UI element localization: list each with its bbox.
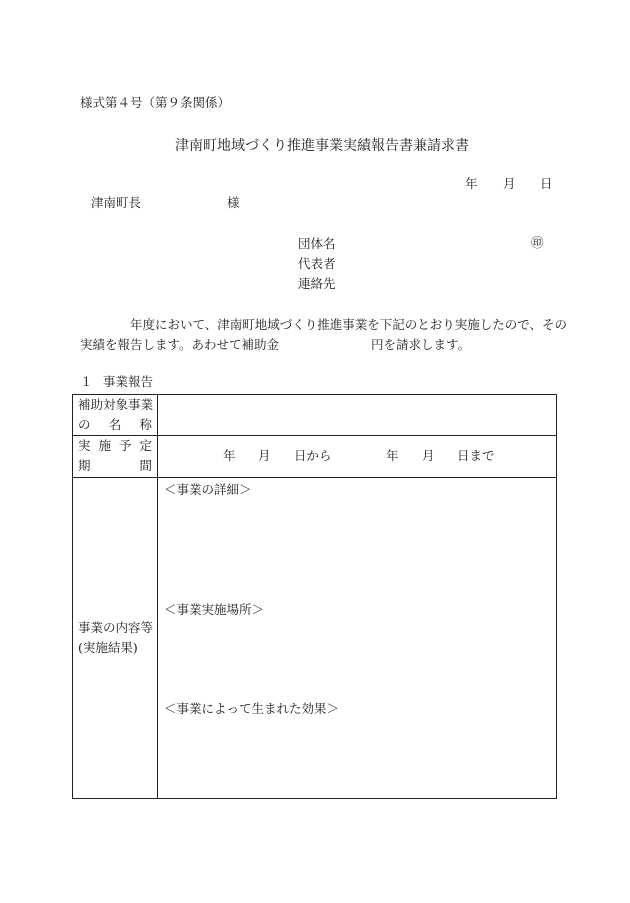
label-char: 名 xyxy=(108,417,122,432)
section-title: 事業報告 xyxy=(103,374,154,389)
contact-label: 連絡先 xyxy=(298,276,336,291)
label-char: 象 xyxy=(115,397,129,412)
document-title: 津南町地域づくり推進事業実績報告書兼請求書 xyxy=(175,138,469,154)
label-char: 実 xyxy=(78,438,91,453)
content-label-line-1: 事業の内容等 xyxy=(78,620,154,635)
effect-heading: ＜事業によって生まれた効果＞ xyxy=(164,701,340,716)
project-name-label-cell xyxy=(73,395,158,436)
label-char: 期 xyxy=(78,458,91,473)
body-line-2a: 実績を報告します。あわせて補助金 xyxy=(80,337,280,352)
period-label-cell xyxy=(73,436,158,478)
period-to-day: 日まで xyxy=(457,448,495,463)
period-from-year: 年 xyxy=(223,448,236,463)
period-to-year: 年 xyxy=(386,448,399,463)
label-char: 施 xyxy=(98,438,111,453)
form-number: 様式第４号（第９条関係） xyxy=(80,95,231,110)
location-heading: ＜事業実施場所＞ xyxy=(164,602,265,617)
date-year-label: 年 xyxy=(465,176,478,191)
table-row-period xyxy=(73,436,557,478)
project-name-value-cell[interactable] xyxy=(158,395,557,436)
label-char: の xyxy=(78,417,91,432)
content-label-line-2: (実施結果) xyxy=(78,640,138,655)
seal-mark: ㊞ xyxy=(531,235,544,250)
period-value-cell[interactable] xyxy=(158,436,557,478)
label-char: 定 xyxy=(139,438,152,453)
body-line-1: 年度において、津南町地域づくり推進事業を下記のとおり実施したので、その xyxy=(130,317,568,332)
label-char: 称 xyxy=(139,417,152,432)
content-label-cell xyxy=(73,478,158,799)
org-name-label: 団体名 xyxy=(298,236,336,251)
content-value-cell[interactable] xyxy=(158,478,557,799)
label-char: 補 xyxy=(78,397,91,412)
table-row-project-name xyxy=(73,395,557,436)
table-row-content xyxy=(73,478,557,799)
addressee-name: 津南町長 xyxy=(91,195,142,210)
details-heading: ＜事業の詳細＞ xyxy=(164,482,252,497)
section-number: １ xyxy=(80,374,93,389)
date-month-label: 月 xyxy=(503,176,516,191)
period-to-month: 月 xyxy=(422,448,435,463)
label-char: 助 xyxy=(90,397,104,412)
period-from-day: 日から xyxy=(294,448,332,463)
date-day-label: 日 xyxy=(540,176,553,191)
label-char: 業 xyxy=(140,397,154,412)
label-char: 事 xyxy=(128,397,141,412)
label-char: 予 xyxy=(118,438,132,453)
representative-label: 代表者 xyxy=(298,256,336,271)
addressee-honorific: 様 xyxy=(227,195,240,210)
period-from-month: 月 xyxy=(258,448,271,463)
report-table xyxy=(72,394,557,799)
label-char: 間 xyxy=(139,458,152,473)
label-char: 対 xyxy=(103,397,116,412)
body-line-2b: 円を請求します。 xyxy=(371,337,471,352)
